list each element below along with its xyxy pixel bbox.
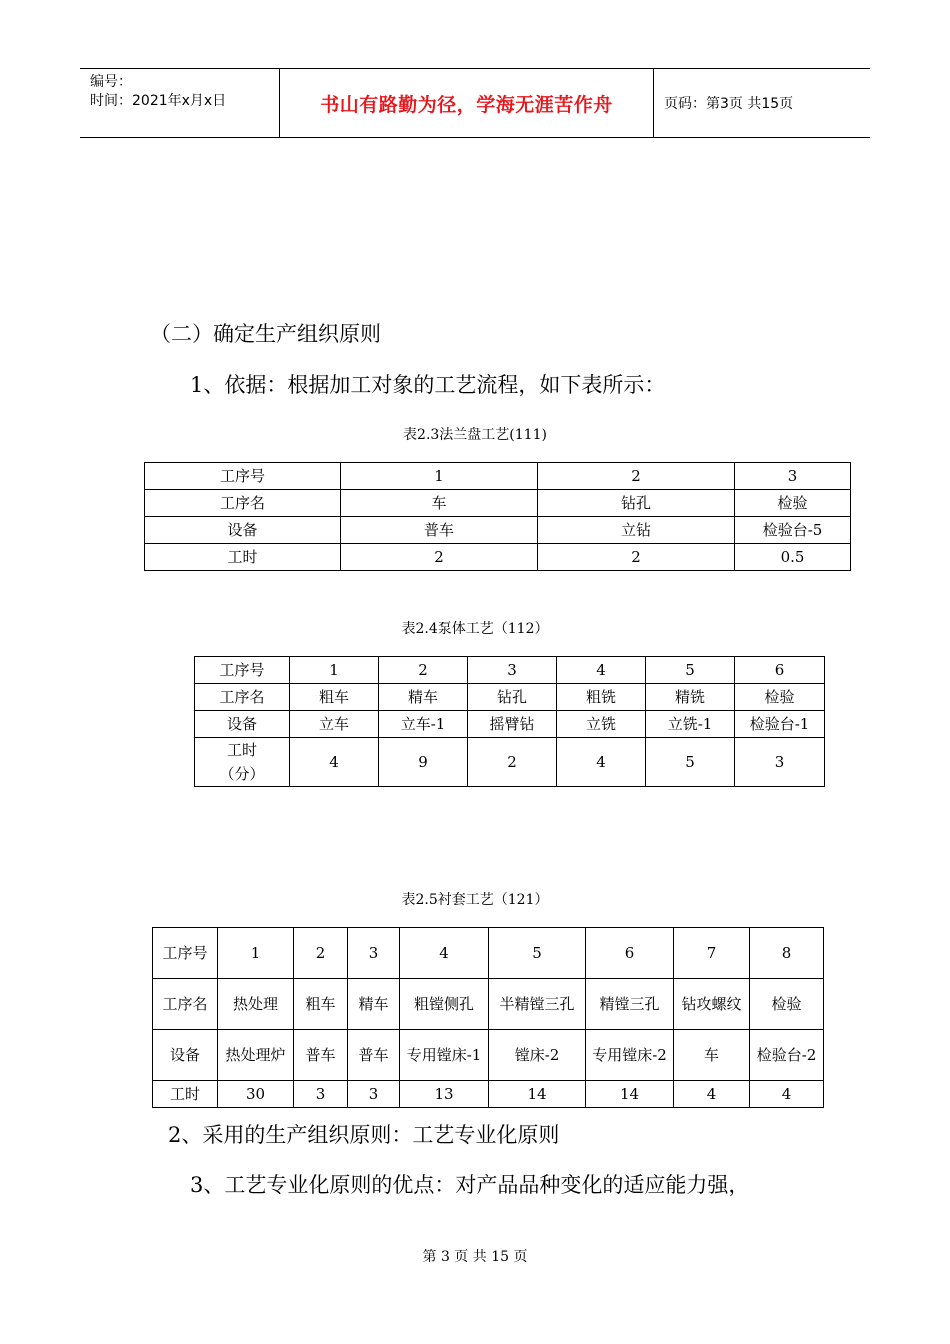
table-cell: 检验 [735,490,851,517]
table-cell: 工序号 [195,657,290,684]
header-meta [80,69,280,137]
table-cell: 9 [379,738,468,787]
table-cell: 14 [489,1081,586,1108]
table-cell: 检验 [735,684,825,711]
table-cell: 0.5 [735,544,851,571]
table-cell: 热处理炉 [218,1030,294,1081]
table-cell: 2 [538,463,735,490]
table-cell: 专用镗床-1 [400,1030,489,1081]
table-cell: 精车 [379,684,468,711]
table-cell: 4 [557,738,646,787]
table-row [195,684,825,711]
table-cell: 4 [557,657,646,684]
table-cell: 粗车 [294,979,348,1030]
table-cell: 2 [341,544,538,571]
table-bushing-process [152,927,824,1108]
table-cell: 工序号 [145,463,341,490]
header-motto: 书山有路勤为径，学海无涯苦作舟 [280,69,654,137]
table-cell: 摇臂钻 [468,711,557,738]
table-cell: 专用镗床-2 [586,1030,674,1081]
table-cell: 半精镗三孔 [489,979,586,1030]
table-row [195,657,825,684]
table-cell: 车 [674,1030,750,1081]
table-cell: 检验 [750,979,824,1030]
table-cell: 14 [586,1081,674,1108]
table-cell: 精铣 [646,684,735,711]
table-row [145,463,851,490]
table-cell: 立车-1 [379,711,468,738]
table1-caption: 表2.3法兰盘工艺(111) [403,427,547,443]
table-cell: 粗镗侧孔 [400,979,489,1030]
table-cell: 粗铣 [557,684,646,711]
table-cell: 检验台-1 [735,711,825,738]
table-cell: 工时 [145,544,341,571]
table-cell: 精车 [348,979,400,1030]
table-cell: 车 [341,490,538,517]
table-cell: 钻孔 [538,490,735,517]
table-cell: 工序名 [145,490,341,517]
table-cell: 立铣-1 [646,711,735,738]
table-cell: 8 [750,928,824,979]
table-cell: 热处理 [218,979,294,1030]
table-cell: 6 [586,928,674,979]
table-cell: 6 [735,657,825,684]
table-cell: 设备 [145,517,341,544]
table-cell: 钻孔 [468,684,557,711]
table-row [145,544,851,571]
table-cell: 1 [290,657,379,684]
table3-caption: 表2.5衬套工艺（121） [401,892,549,908]
section-title: （二）确定生产组织原则 [150,322,381,346]
table-cell: 设备 [153,1030,218,1081]
table-cell: 普车 [341,517,538,544]
table-cell: 7 [674,928,750,979]
paragraph-advantage: 3、工艺专业化原则的优点：对产品品种变化的适应能力强， [190,1173,750,1197]
paragraph-basis: 1、依据：根据加工对象的工艺流程，如下表所示： [190,373,666,397]
table-cell: 30 [218,1081,294,1108]
page-header [80,68,870,138]
table-row [153,1030,824,1081]
table-cell: 3 [735,463,851,490]
table-cell: 工序名 [153,979,218,1030]
table-cell: 工序名 [195,684,290,711]
table-row [145,490,851,517]
table-cell: 3 [348,1081,400,1108]
table-cell: 工时 [153,1081,218,1108]
table-cell: 3 [468,657,557,684]
table-cell: 镗床-2 [489,1030,586,1081]
table-cell: 立车 [290,711,379,738]
table-pump-body-process [194,656,825,787]
table-cell: 立钻 [538,517,735,544]
table-cell: 1 [341,463,538,490]
table-cell: 检验台-5 [735,517,851,544]
table-cell: 设备 [195,711,290,738]
table-cell: 2 [294,928,348,979]
table-flange-process [144,462,851,571]
table-cell: 2 [538,544,735,571]
table-cell: 检验台-2 [750,1030,824,1081]
table-cell: 1 [218,928,294,979]
table-cell: 普车 [294,1030,348,1081]
table-cell: 4 [290,738,379,787]
table-row [153,979,824,1030]
table-cell: 精镗三孔 [586,979,674,1030]
table-cell: 钻攻螺纹 [674,979,750,1030]
table-cell: 普车 [348,1030,400,1081]
table-row [145,517,851,544]
table-cell: 5 [646,657,735,684]
header-page-info: 页码：第3页 共15页 [664,96,794,112]
table-row [195,738,825,787]
table-cell: 3 [294,1081,348,1108]
table-row [153,1081,824,1108]
table-row [195,711,825,738]
table-cell: 粗车 [290,684,379,711]
table-cell: 4 [750,1081,824,1108]
table-cell: 4 [400,928,489,979]
paragraph-principle: 2、采用的生产组织原则：工艺专业化原则 [168,1123,560,1147]
table-cell: 13 [400,1081,489,1108]
time-label: 时间：2021年x月x日 [90,93,227,109]
code-label: 编号： [90,74,132,90]
table2-caption: 表2.4泵体工艺（112） [401,621,549,637]
table-cell: 3 [348,928,400,979]
table-cell: 4 [674,1081,750,1108]
table-cell: 立铣 [557,711,646,738]
table-cell: 5 [646,738,735,787]
table-cell: 2 [379,657,468,684]
table-cell: 工时（分） [195,738,290,787]
table-cell: 2 [468,738,557,787]
table-cell: 3 [735,738,825,787]
page-footer: 第 3 页 共 15 页 [422,1249,528,1265]
table-cell: 5 [489,928,586,979]
table-cell: 工序号 [153,928,218,979]
table-row [153,928,824,979]
